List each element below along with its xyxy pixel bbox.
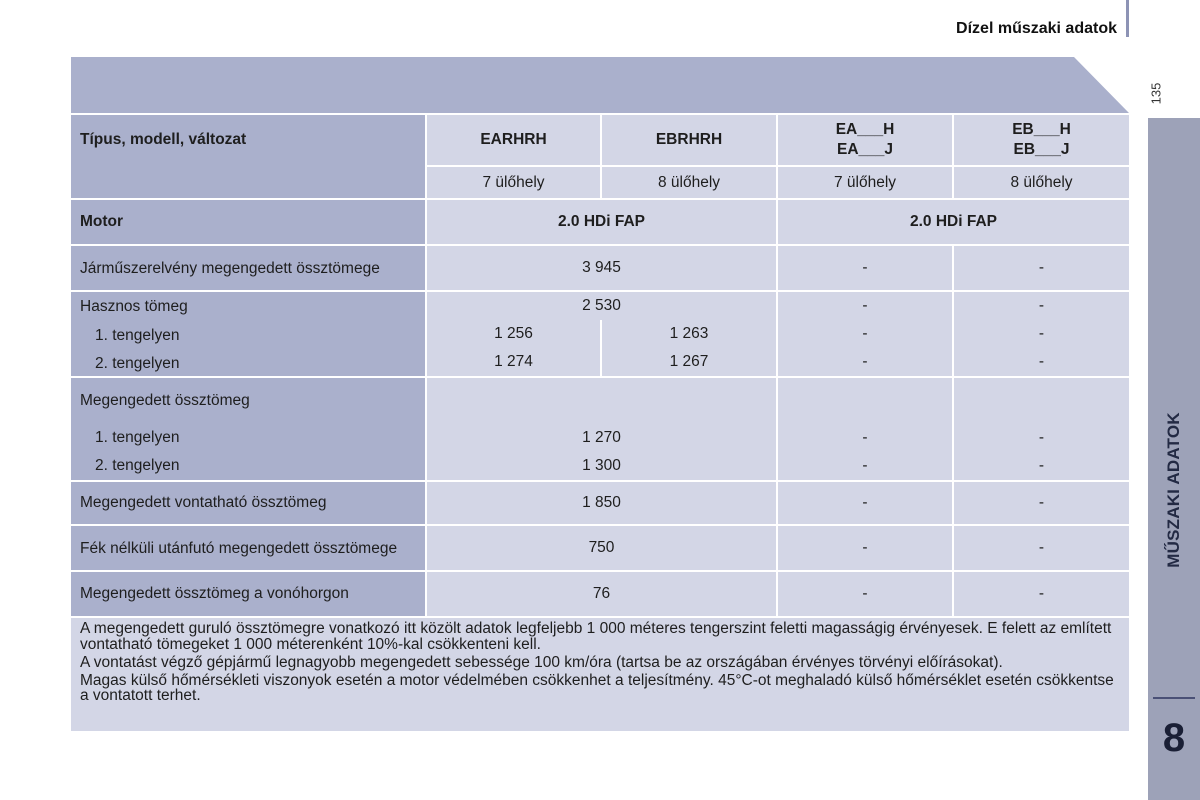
- combined-mass-eb: -: [954, 246, 1129, 290]
- section-title: Dízel műszaki adatok: [956, 20, 1117, 37]
- unbraked-ea: -: [778, 526, 952, 570]
- note-temperature: Magas külső hőmérsékleti viszonyok esetén a motor védelmében csökkenhet a teljesítmény. 45°C-ot meghaladó külső hőmérséklet esetén csökkentse a vontatott terhet.: [80, 671, 1114, 704]
- gross-axle2-label: 2. tengelyen: [95, 457, 180, 474]
- payload-axle2-earhrh: 1 274: [494, 353, 533, 370]
- payload-axles-earhrh: [427, 320, 600, 376]
- payload-value: 2 530: [427, 292, 776, 320]
- model-ea-h: EA___H: [835, 121, 895, 138]
- model-earhrh: EARHRH: [427, 115, 600, 165]
- model-eb-group: [954, 115, 1129, 165]
- payload-axles-ebrhrh: [602, 320, 776, 376]
- payload-axle2-ebrhrh: 1 267: [669, 353, 709, 370]
- gross-mass-label: Megengedett össztömeg: [80, 392, 250, 409]
- gross-axle1-value: 1 270: [582, 429, 621, 446]
- model-eb-j: EB___J: [1013, 141, 1070, 158]
- seats-eb: 8 ülőhely: [954, 167, 1129, 198]
- payload-axle2-eb: -: [1038, 353, 1045, 370]
- gross-axle1-eb: -: [1038, 429, 1045, 446]
- payload-eb: -: [1038, 297, 1045, 314]
- payload-axle2-label: 2. tengelyen: [95, 355, 180, 372]
- payload-label: Hasznos tömeg: [80, 298, 188, 315]
- gross-mass-eb: [954, 378, 1129, 480]
- unbraked-value: 750: [427, 526, 776, 570]
- gross-mass-label-group: [71, 378, 425, 480]
- hitch-ea: -: [778, 572, 952, 616]
- chapter-number: 8: [1162, 716, 1186, 760]
- note-altitude: A megengedett guruló össztömegre vonatkozó itt közölt adatok legfeljebb 1 000 méteres tengerszint feletti magasságig érvényesek. E felett az említett vontatható tömegeket 1 000 méterenként 10%-kal csökkenteni kell.: [80, 620, 1112, 653]
- hitch-value: 76: [427, 572, 776, 616]
- seats-ebrhrh: 8 ülőhely: [602, 167, 776, 198]
- seats-earhrh: 7 ülőhely: [427, 167, 600, 198]
- combined-mass-ea: -: [778, 246, 952, 290]
- payload-ea: -: [862, 297, 868, 314]
- gross-mass-ea: [778, 378, 952, 480]
- payload-axle2-ea: -: [862, 353, 868, 370]
- hitch-label: Megengedett össztömeg a vonóhorgon: [71, 572, 425, 616]
- payload-values-ea: [778, 292, 952, 376]
- note-speed: A vontatást végző gépjármű legnagyobb megengedett sebessége 100 km/óra (tartsa be az országában érvényes törvényi előírásokat).: [80, 653, 1003, 671]
- chapter-tab: MŰSZAKI ADATOK 8: [1148, 118, 1200, 800]
- combined-mass-value: 3 945: [427, 246, 776, 290]
- payload-axle1-ebrhrh: 1 263: [669, 325, 709, 342]
- header-divider: [1126, 0, 1129, 37]
- gross-axle2-ea: -: [862, 457, 868, 474]
- payload-label-group: [71, 292, 425, 376]
- payload-axle1-label: 1. tengelyen: [95, 327, 180, 344]
- seats-ea: 7 ülőhely: [778, 167, 952, 198]
- payload-axle1-earhrh: 1 256: [494, 325, 533, 342]
- model-ea-j: EA___J: [836, 141, 893, 158]
- towable-label: Megengedett vontatható össztömeg: [71, 482, 425, 524]
- hitch-eb: -: [954, 572, 1129, 616]
- model-ea-group: [778, 115, 952, 165]
- gross-axle2-eb: -: [1038, 457, 1045, 474]
- unbraked-eb: -: [954, 526, 1129, 570]
- combined-mass-label: Járműszerelvény megengedett össztömege: [71, 246, 425, 290]
- gross-axle1-label: 1. tengelyen: [95, 429, 180, 446]
- towable-value: 1 850: [427, 482, 776, 524]
- notes-box: [71, 618, 1129, 731]
- gross-axle2-value: 1 300: [582, 457, 621, 474]
- table-banner: [71, 57, 1129, 113]
- motor-label: Motor: [71, 200, 425, 244]
- payload-axle1-eb: -: [1038, 325, 1045, 342]
- gross-mass-values: [427, 378, 776, 480]
- motor-value-2: 2.0 HDi FAP: [778, 200, 1129, 244]
- towable-eb: -: [954, 482, 1129, 524]
- page-number: 135: [1148, 82, 1164, 104]
- unbraked-label: Fék nélküli utánfutó megengedett össztömege: [71, 526, 425, 570]
- payload-values-eb: [954, 292, 1129, 376]
- payload-axle1-ea: -: [862, 325, 868, 342]
- towable-ea: -: [778, 482, 952, 524]
- type-label: Típus, modell, változat: [71, 115, 425, 198]
- gross-axle1-ea: -: [862, 429, 868, 446]
- motor-value-1: 2.0 HDi FAP: [427, 200, 776, 244]
- model-eb-h: EB___H: [1012, 121, 1071, 138]
- chapter-divider: [1153, 697, 1195, 699]
- model-ebrhrh: EBRHRH: [602, 115, 776, 165]
